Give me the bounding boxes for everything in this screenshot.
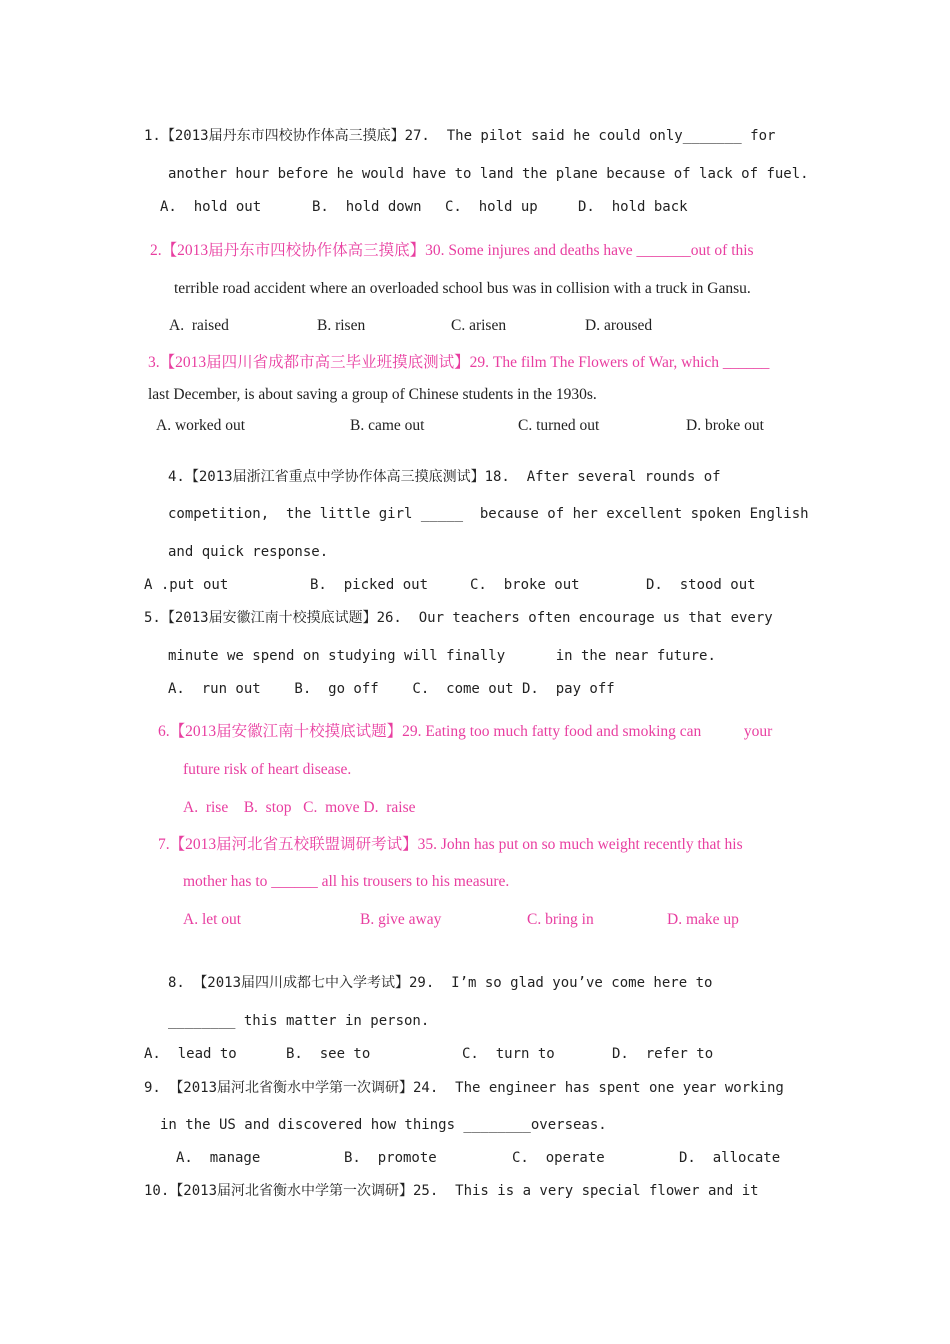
q8-option-a: A. lead to xyxy=(144,1046,237,1062)
q4-option-d: D. stood out xyxy=(646,577,756,593)
q9-option-d: D. allocate xyxy=(679,1150,781,1166)
q2-option-b: B. risen xyxy=(317,317,366,334)
q4-line-1: 4.【2013届浙江省重点中学协作体高三摸底测试】18. After several rounds of xyxy=(168,469,721,485)
q3-option-d: D. broke out xyxy=(686,417,764,434)
q4-option-c: C. broke out xyxy=(470,577,580,593)
q6-line-1: 6.【2013届安徽江南十校摸底试题】29. Eating too much fatty food and smoking can your xyxy=(158,723,773,740)
q4-option-b: B. picked out xyxy=(310,577,429,593)
q9-option-b: B. promote xyxy=(344,1150,437,1166)
q8-option-d: D. refer to xyxy=(612,1046,714,1062)
q4-option-a: A .put out xyxy=(144,577,229,593)
q4-line-3: and quick response. xyxy=(168,544,329,560)
q2-option-c: C. arisen xyxy=(451,317,507,334)
q2-line-2: terrible road accident where an overloaded school bus was in collision with a truck in Gansu. xyxy=(174,280,751,297)
q1-line-2: another hour before he would have to land the plane because of lack of fuel. xyxy=(168,166,809,182)
q9-line-2: in the US and discovered how things ________overseas. xyxy=(160,1117,607,1133)
q3-line-1: 3.【2013届四川省成都市高三毕业班摸底测试】29. The film The Flowers of War, which ______ xyxy=(148,354,770,371)
q7-option-b: B. give away xyxy=(360,911,442,928)
q8-option-b: B. see to xyxy=(286,1046,371,1062)
q2-option-d: D. aroused xyxy=(585,317,653,334)
q4-line-2: competition, the little girl _____ because of her excellent spoken English xyxy=(168,506,809,522)
q7-option-a: A. let out xyxy=(183,911,242,928)
q1-option-a: A. hold out xyxy=(160,199,262,215)
q9-line-1: 9. 【2013届河北省衡水中学第一次调研】24. The engineer has spent one year working xyxy=(144,1080,784,1096)
q3-option-c: C. turned out xyxy=(518,417,600,434)
q3-option-b: B. came out xyxy=(350,417,425,434)
q5-line-2: minute we spend on studying will finally in the near future. xyxy=(168,648,716,664)
q3-line-2: last December, is about saving a group of Chinese students in the 1930s. xyxy=(148,386,597,403)
q2-line-1: 2.【2013届丹东市四校协作体高三摸底】30. Some injures and deaths have _______out of this xyxy=(150,242,754,259)
q1-option-d: D. hold back xyxy=(578,199,688,215)
q5-line-1: 5.【2013届安徽江南十校摸底试题】26. Our teachers often encourage us that every xyxy=(144,610,773,626)
q7-option-d: D. make up xyxy=(667,911,739,928)
q1-line-1: 1.【2013届丹东市四校协作体高三摸底】27. The pilot said he could only_______ for xyxy=(144,128,776,144)
q8-line-2: ________ this matter in person. xyxy=(168,1013,430,1029)
q2-option-a: A. raised xyxy=(169,317,229,334)
q10-line-1: 10.【2013届河北省衡水中学第一次调研】25. This is a very special flower and it xyxy=(144,1183,759,1199)
q9-option-c: C. operate xyxy=(512,1150,605,1166)
q6-line-2: future risk of heart disease. xyxy=(183,761,352,778)
q6-options: A. rise B. stop C. move D. raise xyxy=(183,799,416,816)
q7-option-c: C. bring in xyxy=(527,911,594,928)
q7-line-2: mother has to ______ all his trousers to his measure. xyxy=(183,873,510,890)
q8-line-1: 8. 【2013届四川成都七中入学考试】29. I’m so glad you’ve come here to xyxy=(168,975,713,991)
q1-option-c: C. hold up xyxy=(445,199,538,215)
q7-line-1: 7.【2013届河北省五校联盟调研考试】35. John has put on so much weight recently that his xyxy=(158,836,743,853)
q3-option-a: A. worked out xyxy=(156,417,246,434)
q8-option-c: C. turn to xyxy=(462,1046,555,1062)
q1-option-b: B. hold down xyxy=(312,199,422,215)
q9-option-a: A. manage xyxy=(176,1150,261,1166)
q5-options: A. run out B. go off C. come out D. pay off xyxy=(168,681,615,697)
